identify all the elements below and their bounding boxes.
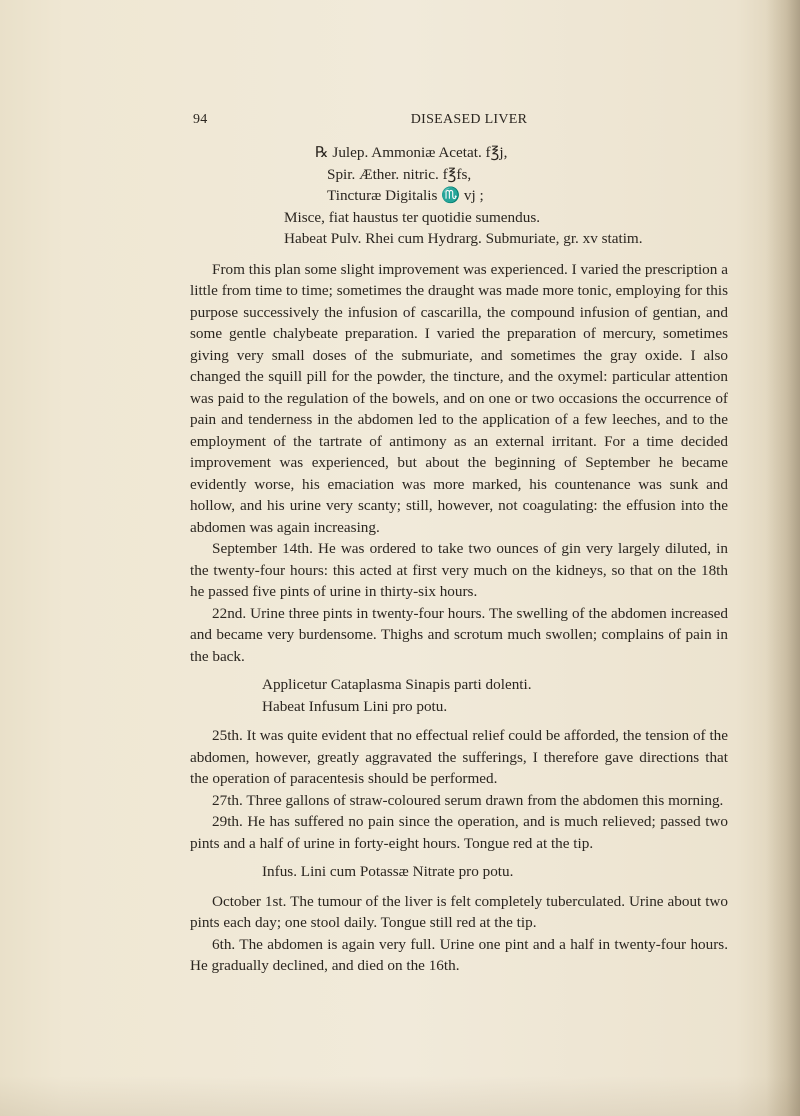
page-bottom-shadow [0, 1076, 800, 1116]
paragraph: 22nd. Urine three pints in twenty-four hours. The swelling of the abdomen increased and became very burdensome. Thighs and scrotum much swollen; complains of pain in the back. [190, 604, 728, 665]
prescription-line: Habeat Pulv. Rhei cum Hydrarg. Submuriate, gr. xv statim. [284, 230, 643, 247]
formula-block [190, 861, 728, 883]
page-number: 94 [193, 112, 208, 127]
formula-line: Habeat Infusum Lini pro potu. [262, 697, 448, 715]
formula-block [190, 674, 728, 717]
running-title: DISEASED LIVER [410, 112, 528, 127]
paragraph: October 1st. The tumour of the liver is felt completely tuberculated. Urine about two pints each day; one stool daily. Tongue still red at the tip. [190, 892, 728, 931]
paragraph: 27th. Three gallons of straw-coloured serum drawn from the abdomen this morning. [212, 791, 724, 809]
paragraph: 25th. It was quite evident that no effectual relief could be afforded, the tension of the abdomen, however, greatly aggravated the sufferings, I therefore gave directions that the operation of paracentesis should be performed. [190, 727, 728, 787]
prescription-block [190, 142, 728, 250]
paragraph: 6th. The abdomen is again very full. Urine one pint and a half in twenty-four hours. He gradually declined, and died on the 16th. [190, 935, 728, 974]
formula-line: Applicetur Cataplasma Sinapis parti dolenti. [262, 676, 532, 693]
paragraph: From this plan some slight improvement was experienced. I varied the prescription a little from time to time; sometimes the draught was made more tonic, employing for this purpose successively the infusion of cascarilla, the compound infusion of gentian, and some gentle chalybeate preparation. I varied the preparation of mercury, sometimes giving very small doses of the submuriate, and sometimes the gray oxide. I also changed the squill pill for the powder, the tincture, and the oxymel: particular attention was paid to the regulation of the bowels, and on one or two occasions the occurrence of pain and tenderness in the abdomen led to the application of a few leeches, and to the employment of the tartrate of antimony as an external irritant. For a time decided improvement was experienced, but about the beginning of September he became evidently worse, his emaciation was more marked, his countenance was sunk and hollow, and his urine very scanty; still, however, not coagulating: the effusion into the abdomen was again increasing. [190, 260, 728, 536]
paragraph: September 14th. He was ordered to take two ounces of gin very largely diluted, in the twenty-four hours: this acted at first very much on the kidneys, so that on the 18th he passed five pints of urine in thirty-six hours. [190, 540, 728, 600]
prescription-line: ℞ Julep. Ammoniæ Acetat. f℥j, [315, 144, 508, 161]
prescription-line: Misce, fiat haustus ter quotidie sumendus. [284, 208, 541, 226]
formula-line: Infus. Lini cum Potassæ Nitrate pro potu. [262, 863, 514, 880]
page-edge-shadow [766, 0, 800, 1116]
prescription-line: Tincturæ Digitalis ♏ vj ; [327, 187, 484, 204]
page-body [190, 142, 728, 977]
running-header [193, 112, 725, 134]
prescription-line: Spir. Æther. nitric. f℥fs, [327, 165, 472, 183]
paragraph: 29th. He has suffered no pain since the operation, and is much relieved; passed two pints and a half of urine in forty-eight hours. Tongue red at the tip. [190, 813, 728, 852]
